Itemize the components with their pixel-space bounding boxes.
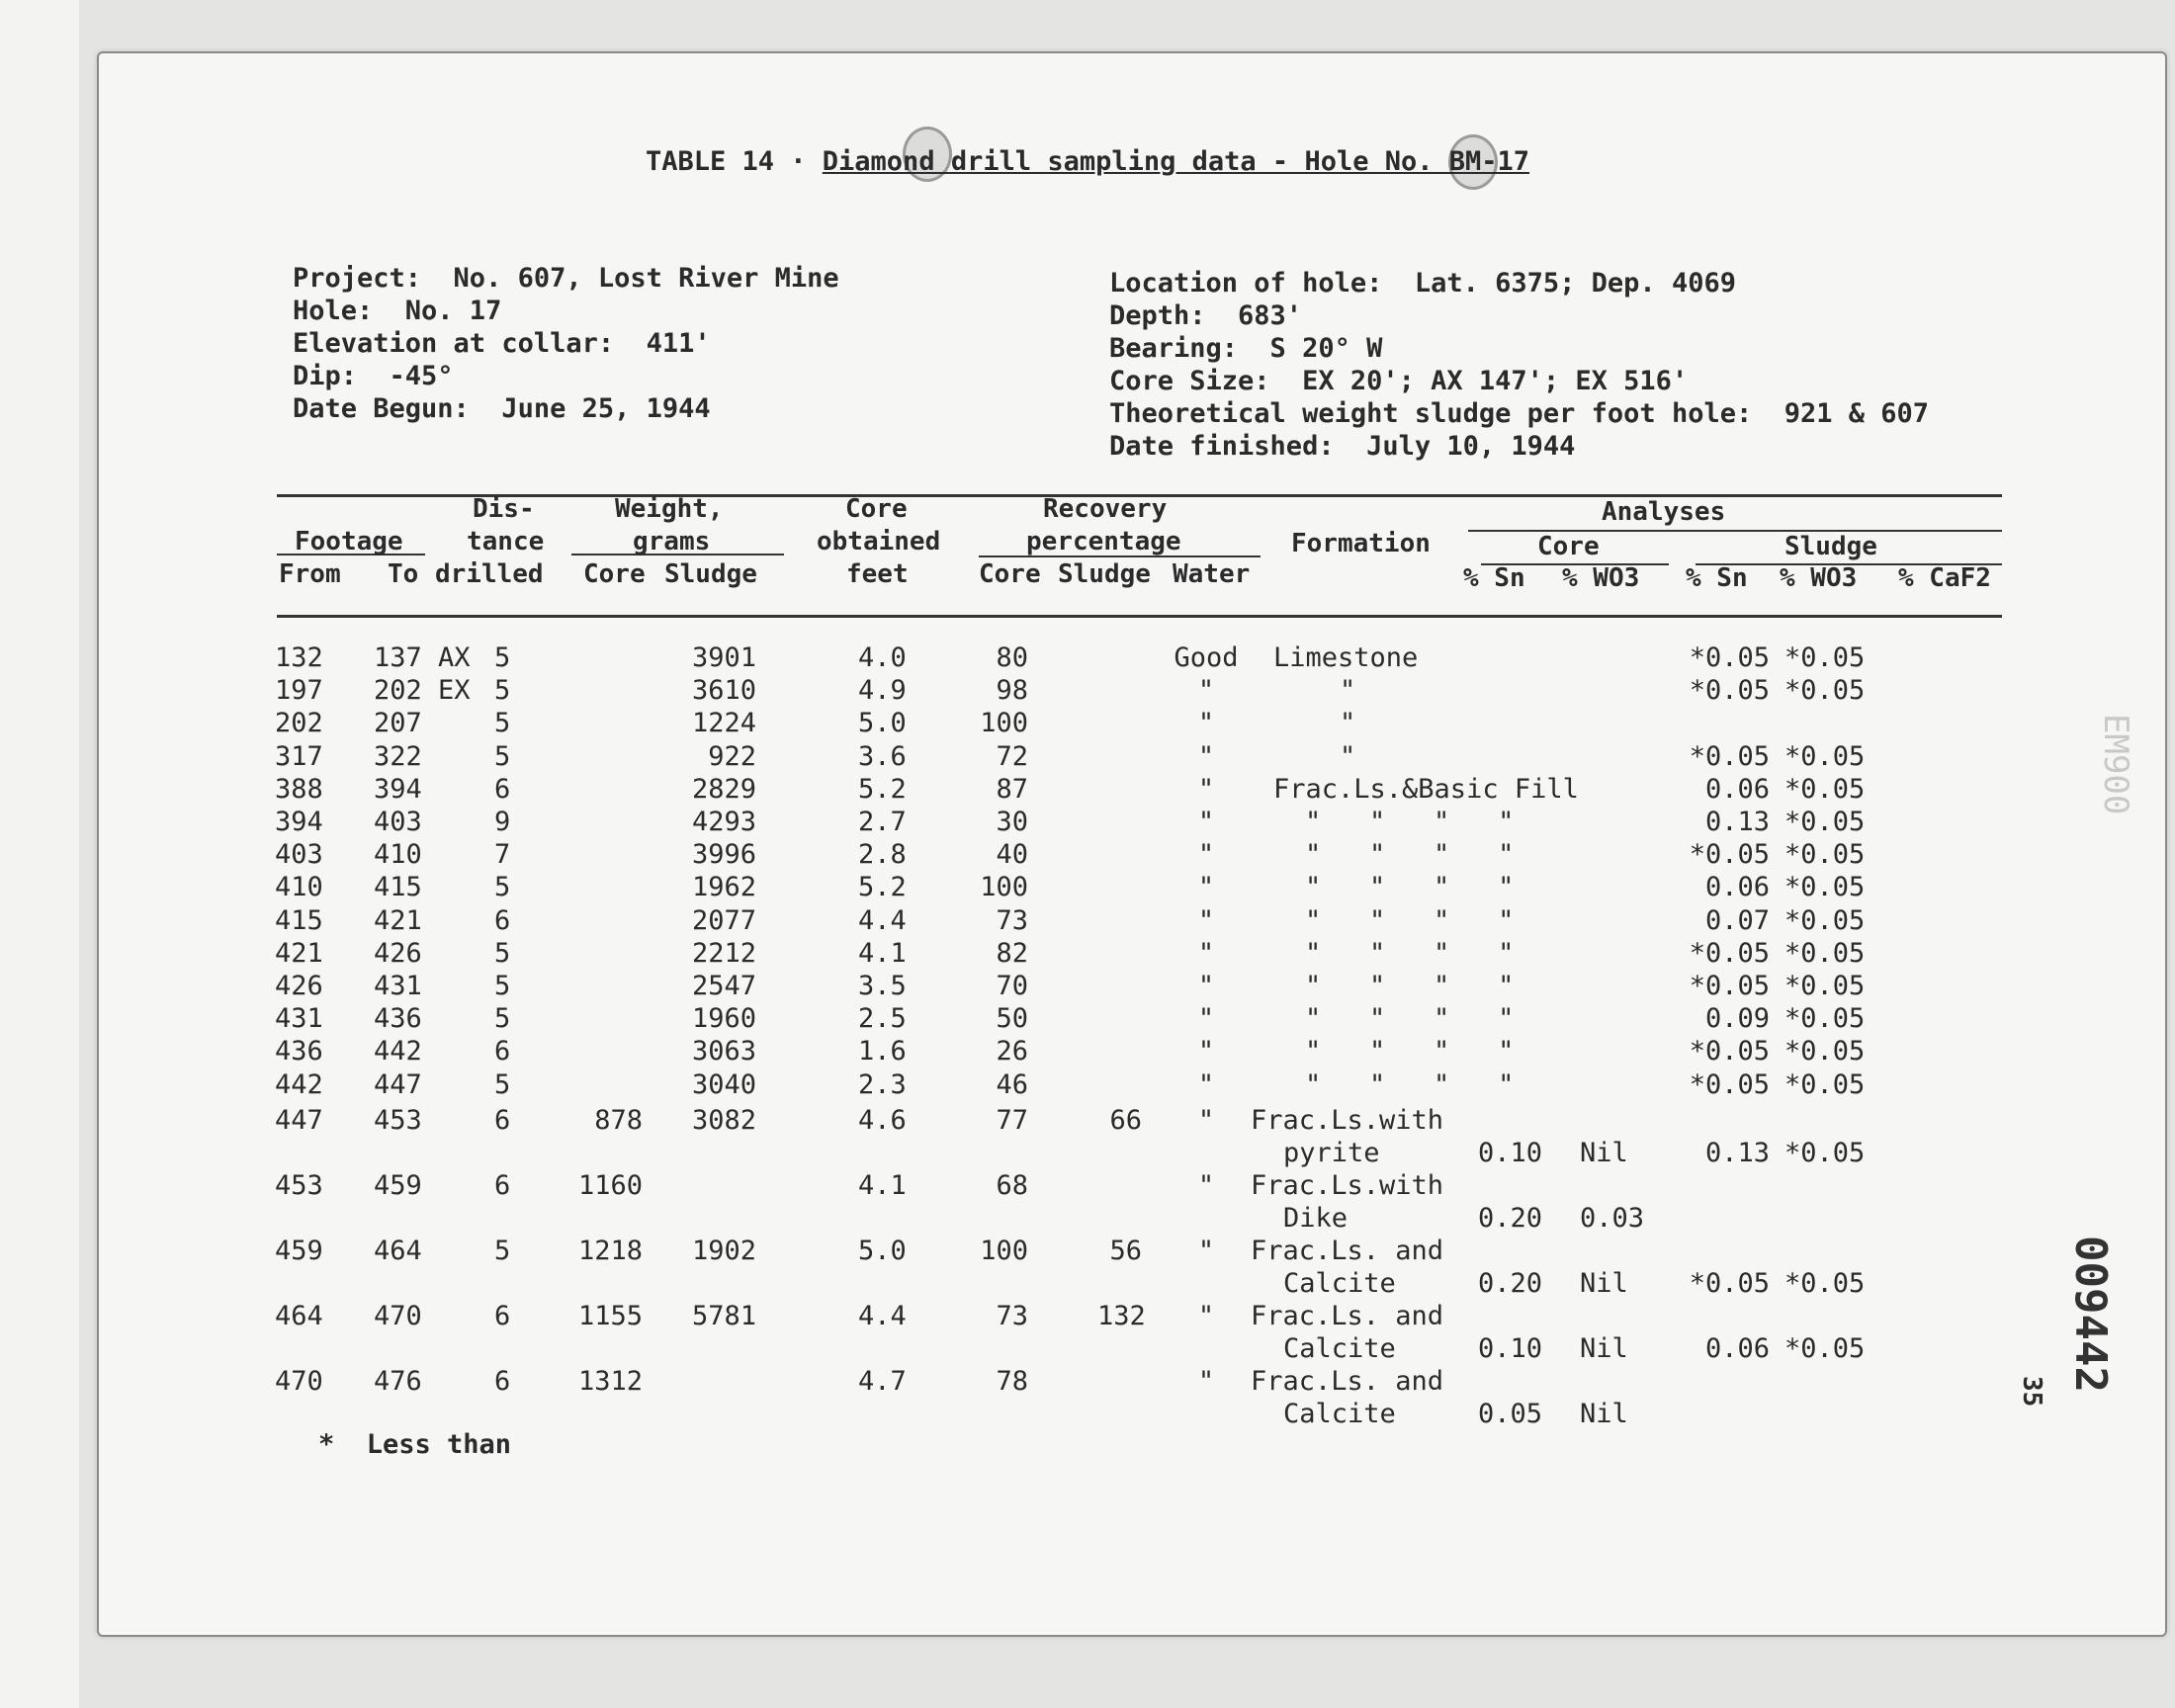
cell-from: 197 (275, 675, 323, 707)
cell-core: 2.7 (858, 807, 907, 837)
cell-to: 442 (374, 1036, 422, 1068)
cell-swo3: *0.05 (1784, 1003, 1866, 1035)
header-sludge-sn: % Sn (1686, 563, 1748, 593)
header-distance-1: Dis- (473, 494, 535, 524)
cell-swo3: *0.05 (1784, 1333, 1866, 1364)
meta-right-line: Date finished: July 10, 1944 (1109, 431, 1576, 462)
cell-to: 447 (374, 1068, 422, 1100)
cell-wcore: 1312 (577, 1366, 643, 1397)
cell-water: " (1197, 773, 1215, 805)
cell-rcore: 50 (996, 1003, 1028, 1035)
cell-rcore: 72 (996, 740, 1028, 772)
cell-core: 5.2 (858, 773, 907, 805)
cell-wsludge: 1902 (691, 1236, 756, 1266)
cell-formation-cont: Calcite (1283, 1268, 1396, 1299)
cell-to: 202 EX (374, 675, 471, 707)
cell-from: 202 (275, 708, 323, 739)
cell-swo3: *0.05 (1784, 872, 1866, 903)
cell-wcore: 1155 (577, 1301, 643, 1331)
cell-formation: Frac.Ls.with (1251, 1170, 1444, 1201)
cell-formation: " " " " (1305, 1036, 1515, 1068)
cell-ssn: *0.05 (1689, 642, 1770, 673)
cell-rcore: 46 (996, 1068, 1028, 1100)
table-number: TABLE 14 · (645, 146, 807, 177)
cell-cwo3: Nil (1580, 1399, 1628, 1429)
cell-formation: " (1340, 675, 1356, 707)
cell-from: 447 (275, 1105, 323, 1136)
cell-core: 4.9 (858, 675, 907, 707)
cell-water: " (1197, 1236, 1215, 1266)
cell-from: 410 (275, 872, 323, 903)
cell-water: " (1197, 971, 1215, 1001)
cell-water: " (1197, 937, 1215, 969)
cell-wsludge: 1962 (691, 872, 756, 903)
cell-core: 4.6 (858, 1105, 907, 1136)
cell-rcore: 40 (996, 839, 1028, 871)
cell-swo3: *0.05 (1784, 904, 1866, 936)
cell-ssn: *0.05 (1689, 1068, 1770, 1100)
cell-core: 3.5 (858, 971, 907, 1001)
cell-rcore: 82 (996, 937, 1028, 969)
cell-ssn: 0.13 (1704, 1138, 1770, 1168)
cell-ssn: *0.05 (1689, 937, 1770, 969)
cell-water: " (1197, 1366, 1215, 1397)
cell-wsludge: 1224 (691, 708, 756, 739)
cell-water: " (1197, 839, 1215, 871)
cell-cwo3: Nil (1580, 1268, 1628, 1299)
cell-core: 4.7 (858, 1366, 907, 1397)
meta-left (293, 262, 839, 425)
faint-stamp: EM900 (2096, 714, 2135, 815)
cell-rcore: 73 (996, 1301, 1028, 1331)
cell-ssn: *0.05 (1689, 971, 1770, 1001)
meta-left-line: Hole: No. 17 (293, 296, 502, 326)
cell-dist: 6 (494, 773, 511, 805)
header-weight-2: grams (633, 527, 711, 556)
cell-formation: " " " " (1305, 904, 1515, 936)
cell-from: 403 (275, 839, 323, 871)
footnote: * Less than (318, 1429, 512, 1460)
cell-to: 426 (374, 937, 422, 969)
meta-left-line: Project: No. 607, Lost River Mine (293, 263, 839, 294)
cell-to: 453 (374, 1105, 422, 1136)
cell-from: 459 (275, 1236, 323, 1266)
cell-rcore: 80 (996, 642, 1028, 673)
cell-wsludge: 2547 (691, 971, 756, 1001)
cell-swo3: *0.05 (1784, 642, 1866, 673)
header-analyses-sludge: Sludge (1784, 532, 1877, 561)
cell-rcore: 100 (980, 708, 1028, 739)
header-distance-3: drilled (435, 559, 544, 589)
cell-wcore: 1160 (577, 1170, 643, 1201)
cell-swo3: *0.05 (1784, 937, 1866, 969)
cell-to: 403 (374, 807, 422, 837)
cell-csn: 0.05 (1477, 1399, 1542, 1429)
meta-right-line: Theoretical weight sludge per foot hole: 921 & 607 (1109, 398, 1930, 429)
cell-csn: 0.20 (1477, 1268, 1542, 1299)
cell-from: 388 (275, 773, 323, 805)
meta-left-line: Date Begun: June 25, 1944 (293, 393, 711, 424)
cell-cwo3: Nil (1580, 1138, 1628, 1168)
cell-from: 431 (275, 1003, 323, 1035)
cell-wsludge: 2212 (691, 937, 756, 969)
cell-rsludge: 66 (1109, 1105, 1142, 1136)
cell-core: 5.2 (858, 872, 907, 903)
cell-water: " (1197, 1105, 1215, 1136)
cell-water: " (1197, 1003, 1215, 1035)
header-recovery-core: Core (979, 559, 1041, 589)
cell-rcore: 78 (996, 1366, 1028, 1397)
cell-rcore: 68 (996, 1170, 1028, 1201)
cell-ssn: *0.05 (1689, 839, 1770, 871)
header-core-sn: % Sn (1463, 563, 1525, 593)
cell-ssn: 0.13 (1704, 807, 1770, 837)
cell-water: " (1197, 1036, 1215, 1068)
cell-from: 132 (275, 642, 323, 673)
cell-wsludge: 2829 (691, 773, 756, 805)
cell-dist: 6 (494, 1170, 511, 1201)
table-caption: Diamond drill sampling data - Hole No. BM-17 (822, 146, 1530, 177)
cell-wcore: 878 (594, 1105, 643, 1136)
cell-core: 2.5 (858, 1003, 907, 1035)
meta-right-line: Bearing: S 20° W (1109, 333, 1383, 364)
cell-dist: 5 (494, 872, 511, 903)
cell-formation: " (1340, 708, 1356, 739)
cell-water: " (1197, 1170, 1215, 1201)
scan-margin (0, 0, 79, 1708)
cell-from: 317 (275, 740, 323, 772)
cell-dist: 6 (494, 904, 511, 936)
header-recovery-sludge: Sludge (1058, 559, 1151, 589)
cell-to: 207 (374, 708, 422, 739)
cell-ssn: 0.07 (1704, 904, 1770, 936)
cell-ssn: *0.05 (1689, 675, 1770, 707)
cell-dist: 6 (494, 1036, 511, 1068)
cell-core: 2.8 (858, 839, 907, 871)
cell-dist: 6 (494, 1366, 511, 1397)
header-sludge-caf2: % CaF2 (1898, 563, 1991, 593)
cell-wsludge: 4293 (691, 807, 756, 837)
meta-right-line: Depth: 683' (1109, 300, 1303, 331)
header-core-wo3: % WO3 (1562, 563, 1640, 593)
cell-rcore: 70 (996, 971, 1028, 1001)
cell-dist: 7 (494, 839, 511, 871)
header-footage: Footage (295, 527, 403, 556)
cell-water: " (1197, 740, 1215, 772)
cell-to: 137 AX (374, 642, 471, 673)
header-weight-sludge: Sludge (664, 559, 757, 589)
header-weight-1: Weight, (615, 494, 724, 524)
cell-swo3: *0.05 (1784, 1138, 1866, 1168)
cell-core: 3.6 (858, 740, 907, 772)
cell-formation: Frac.Ls. and (1251, 1301, 1444, 1331)
cell-wsludge: 3996 (691, 839, 756, 871)
cell-swo3: *0.05 (1784, 971, 1866, 1001)
cell-core: 4.1 (858, 1170, 907, 1201)
header-recovery-2: percentage (1026, 527, 1181, 556)
header-from: From (279, 559, 341, 589)
cell-formation: Frac.Ls. and (1251, 1366, 1444, 1397)
cell-swo3: *0.05 (1784, 1036, 1866, 1068)
cell-to: 415 (374, 872, 422, 903)
cell-wsludge: 3082 (691, 1105, 756, 1136)
meta-left-line: Dip: -45° (293, 361, 454, 391)
header-analyses-core: Core (1537, 532, 1600, 561)
cell-formation: Frac.Ls.&Basic Fill (1273, 773, 1579, 805)
cell-cwo3: 0.03 (1580, 1203, 1645, 1234)
header-formation: Formation (1291, 529, 1431, 558)
cell-ssn: 0.09 (1704, 1003, 1770, 1035)
cell-formation: " " " " (1305, 839, 1515, 871)
header-bottom-rule (277, 615, 2002, 618)
meta-left-line: Elevation at collar: 411' (293, 328, 711, 359)
cell-formation-cont: Dike (1283, 1203, 1348, 1234)
cell-to: 464 (374, 1236, 422, 1266)
cell-rcore: 26 (996, 1036, 1028, 1068)
cell-from: 453 (275, 1170, 323, 1201)
header-recovery-1: Recovery (1043, 494, 1168, 524)
table-title (0, 146, 2175, 177)
cell-core: 4.1 (858, 937, 907, 969)
cell-formation: Frac.Ls. and (1251, 1236, 1444, 1266)
page-number: 35 (2017, 1376, 2046, 1408)
cell-to: 410 (374, 839, 422, 871)
cell-water: " (1197, 807, 1215, 837)
cell-dist: 9 (494, 807, 511, 837)
cell-wsludge: 3901 (691, 642, 756, 673)
meta-right-line: Core Size: EX 20'; AX 147'; EX 516' (1109, 366, 1689, 396)
cell-wsludge: 3610 (691, 675, 756, 707)
cell-csn: 0.20 (1477, 1203, 1542, 1234)
cell-wsludge: 1960 (691, 1003, 756, 1035)
cell-wsludge: 3063 (691, 1036, 756, 1068)
cell-rcore: 30 (996, 807, 1028, 837)
cell-water: Good (1174, 642, 1239, 673)
cell-to: 476 (374, 1366, 422, 1397)
cell-swo3: *0.05 (1784, 1268, 1866, 1299)
cell-water: " (1197, 675, 1215, 707)
cell-ssn: 0.06 (1704, 773, 1770, 805)
cell-ssn: *0.05 (1689, 740, 1770, 772)
cell-formation: " " " " (1305, 971, 1515, 1001)
header-to: To (388, 559, 419, 589)
cell-ssn: *0.05 (1689, 1036, 1770, 1068)
cell-ssn: 0.06 (1704, 1333, 1770, 1364)
cell-wsludge: 2077 (691, 904, 756, 936)
header-sludge-wo3: % WO3 (1780, 563, 1858, 593)
cell-from: 436 (275, 1036, 323, 1068)
cell-to: 322 (374, 740, 422, 772)
cell-rcore: 98 (996, 675, 1028, 707)
cell-core: 1.6 (858, 1036, 907, 1068)
cell-dist: 5 (494, 708, 511, 739)
cell-from: 442 (275, 1068, 323, 1100)
cell-dist: 5 (494, 675, 511, 707)
cell-rcore: 100 (980, 872, 1028, 903)
cell-formation: " " " " (1305, 872, 1515, 903)
cell-formation-cont: Calcite (1283, 1333, 1396, 1364)
cell-core: 4.4 (858, 1301, 907, 1331)
cell-wsludge: 5781 (691, 1301, 756, 1331)
cell-ssn: *0.05 (1689, 1268, 1770, 1299)
cell-swo3: *0.05 (1784, 740, 1866, 772)
header-core-obtained-3: feet (846, 559, 909, 589)
cell-wcore: 1218 (577, 1236, 643, 1266)
cell-core: 2.3 (858, 1068, 907, 1100)
cell-formation: Frac.Ls.with (1251, 1105, 1444, 1136)
cell-csn: 0.10 (1477, 1138, 1542, 1168)
cell-dist: 5 (494, 937, 511, 969)
cell-dist: 5 (494, 1236, 511, 1266)
cell-to: 421 (374, 904, 422, 936)
cell-to: 394 (374, 773, 422, 805)
cell-from: 470 (275, 1366, 323, 1397)
header-core-obtained-1: Core (845, 494, 908, 524)
cell-rcore: 100 (980, 1236, 1028, 1266)
cell-rcore: 77 (996, 1105, 1028, 1136)
cell-from: 415 (275, 904, 323, 936)
header-core-obtained-2: obtained (817, 527, 941, 556)
cell-swo3: *0.05 (1784, 1068, 1866, 1100)
cell-from: 421 (275, 937, 323, 969)
cell-rcore: 87 (996, 773, 1028, 805)
cell-core: 4.4 (858, 904, 907, 936)
cell-dist: 5 (494, 1003, 511, 1035)
header-distance-2: tance (467, 527, 545, 556)
cell-dist: 5 (494, 971, 511, 1001)
cell-dist: 6 (494, 1301, 511, 1331)
cell-formation: " " " " (1305, 937, 1515, 969)
cell-rsludge: 56 (1109, 1236, 1142, 1266)
cell-formation: " " " " (1305, 807, 1515, 837)
cell-to: 436 (374, 1003, 422, 1035)
header-weight-core: Core (583, 559, 646, 589)
cell-core: 5.0 (858, 1236, 907, 1266)
cell-dist: 5 (494, 740, 511, 772)
cell-water: " (1197, 708, 1215, 739)
cell-swo3: *0.05 (1784, 773, 1866, 805)
cell-water: " (1197, 872, 1215, 903)
cell-water: " (1197, 1301, 1215, 1331)
cell-wsludge: 922 (708, 740, 756, 772)
cell-water: " (1197, 904, 1215, 936)
cell-formation: " " " " (1305, 1068, 1515, 1100)
cell-swo3: *0.05 (1784, 807, 1866, 837)
cell-dist: 5 (494, 1068, 511, 1100)
cell-formation-cont: Calcite (1283, 1399, 1396, 1429)
cell-cwo3: Nil (1580, 1333, 1628, 1364)
header-analyses: Analyses (1602, 497, 1726, 527)
cell-rsludge: 132 (1097, 1301, 1146, 1331)
cell-from: 464 (275, 1301, 323, 1331)
cell-to: 470 (374, 1301, 422, 1331)
document-number-stamp: 009442 (2065, 1236, 2116, 1393)
cell-rcore: 73 (996, 904, 1028, 936)
cell-wsludge: 3040 (691, 1068, 756, 1100)
cell-to: 459 (374, 1170, 422, 1201)
cell-from: 394 (275, 807, 323, 837)
cell-dist: 5 (494, 642, 511, 673)
cell-to: 431 (374, 971, 422, 1001)
cell-swo3: *0.05 (1784, 839, 1866, 871)
cell-formation: Limestone (1273, 642, 1419, 673)
cell-formation: " (1340, 740, 1356, 772)
cell-dist: 6 (494, 1105, 511, 1136)
cell-formation: " " " " (1305, 1003, 1515, 1035)
cell-from: 426 (275, 971, 323, 1001)
cell-core: 4.0 (858, 642, 907, 673)
meta-right-line: Location of hole: Lat. 6375; Dep. 4069 (1109, 268, 1736, 299)
cell-swo3: *0.05 (1784, 675, 1866, 707)
cell-formation-cont: pyrite (1283, 1138, 1380, 1168)
header-recovery-water: Water (1173, 559, 1251, 589)
cell-core: 5.0 (858, 708, 907, 739)
cell-ssn: 0.06 (1704, 872, 1770, 903)
cell-csn: 0.10 (1477, 1333, 1542, 1364)
cell-water: " (1197, 1068, 1215, 1100)
meta-right (1109, 267, 1929, 463)
